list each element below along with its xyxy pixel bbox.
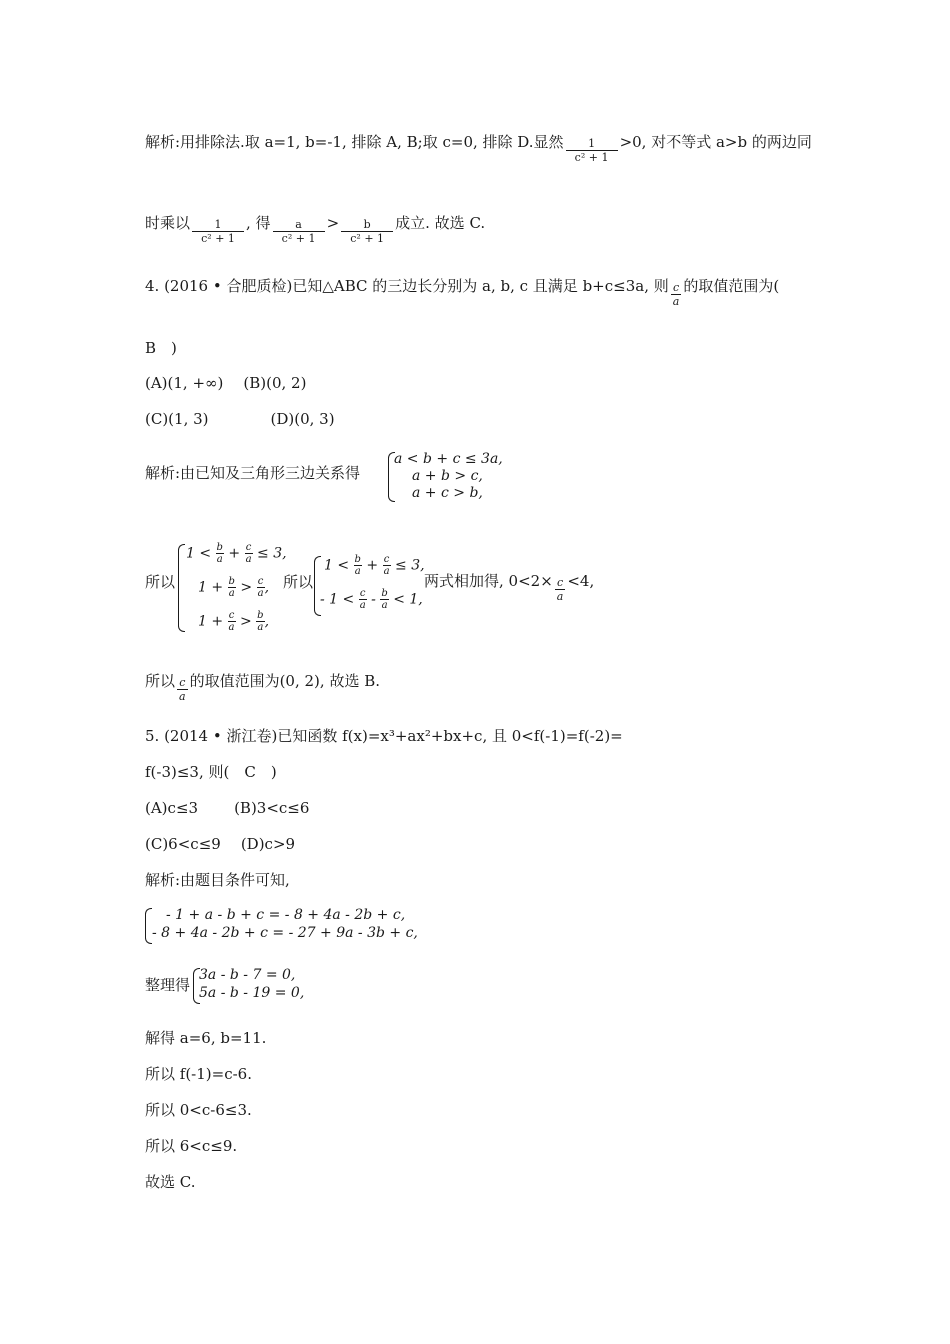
option-c: (C)(1, 3) (145, 410, 209, 428)
step-4: 所以 6<c≤9. (145, 1137, 238, 1155)
option-d: (D)(0, 3) (270, 410, 335, 428)
brace (145, 908, 152, 944)
fraction: $\frac{b}{\text{c² + 1}}$ (341, 218, 393, 245)
fraction: $\frac{a}{\text{c² + 1}}$ (273, 218, 325, 245)
sum-text: 两式相加得, 0<2× $\frac{c}{a}$ <4, (424, 572, 595, 603)
fraction: $\frac{1}{\text{c² + 1}}$ (566, 137, 618, 164)
q4-solution-label: 解析:由已知及三角形三边关系得 (145, 464, 361, 482)
step-3: 所以 0<c-6≤3. (145, 1101, 252, 1119)
question-4-answer: B ) (145, 339, 177, 357)
option-row-4 (145, 834, 295, 854)
q5-solution-label: 解析:由题目条件可知, (145, 871, 290, 889)
tidy-label: 整理得 (145, 976, 191, 994)
q4-result: 所以 $\frac{c}{a}$ 的取值范围为(0, 2), 故选 B. (145, 672, 381, 703)
question-4: 4. (2016 • 合肥质检)已知△ABC 的三边长分别为 a, b, c 且满足 b+c≤3a, 则 $\frac{c}{a}$ 的取值范围为( (145, 277, 780, 308)
option-row-3 (145, 798, 309, 818)
option-b: (B)3<c≤6 (234, 799, 310, 817)
option-row-2 (145, 409, 335, 429)
question-5-line-2: f(-3)≤3, 则( C ) (145, 763, 277, 781)
option-b: (B)(0, 2) (243, 374, 307, 392)
question-5-line-1: 5. (2014 • 浙江卷)已知函数 f(x)=x³+ax²+bx+c, 且 0<f(-1)=f(-2)= (145, 727, 623, 745)
solution-line-2: 时乘以 $\frac{1}{\text{c² + 1}}$ , 得 $\frac{a}{\text{c² + 1}}$ > $\frac{b}{\text{c² + 1}}$ 成立. 故选 C. (145, 214, 486, 245)
option-a: (A)(1, +∞) (145, 374, 224, 392)
so-label-2: 所以 (283, 573, 314, 591)
fraction: $\frac{1}{\text{c² + 1}}$ (192, 218, 244, 245)
option-a: (A)c≤3 (145, 799, 199, 817)
option-c: (C)6<c≤9 (145, 835, 221, 853)
option-row-1 (145, 373, 306, 393)
so-label-1: 所以 (145, 573, 176, 591)
step-2: 所以 f(-1)=c-6. (145, 1065, 252, 1083)
step-5: 故选 C. (145, 1173, 196, 1191)
brace (178, 544, 185, 632)
option-d: (D)c>9 (240, 835, 296, 853)
step-1: 解得 a=6, b=11. (145, 1029, 267, 1047)
fraction: $\frac{c}{a}$ (672, 281, 680, 308)
solution-line-1: 解析:用排除法.取 a=1, b=-1, 排除 A, B;取 c=0, 排除 D.显然 $\frac{1}{\text{c² + 1}}$ >0, 对不等式 a>b 的两边同 (145, 133, 812, 164)
